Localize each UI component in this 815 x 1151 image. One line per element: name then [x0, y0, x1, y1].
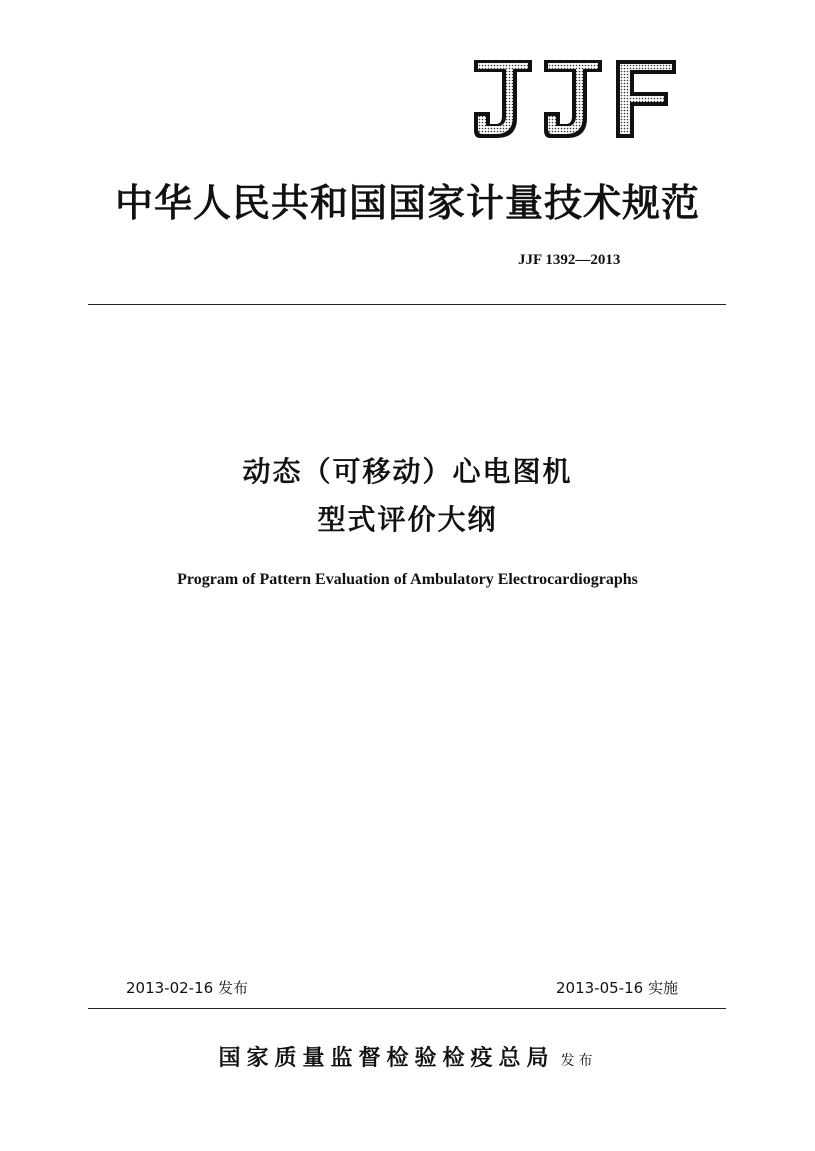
publisher-suffix: 发布 — [560, 1053, 597, 1069]
publisher-org: 国家质量监督检验检疫总局 — [218, 1045, 555, 1071]
standard-number: JJF 1392—2013 — [518, 252, 621, 268]
implementation-date: 2013-05-16 实施 — [556, 979, 678, 997]
national-standard-title: 中华人民共和国国家计量技术规范 — [114, 180, 700, 225]
logo-letter-j2 — [544, 60, 602, 138]
publisher-line — [0, 1041, 815, 1072]
document-title-line2: 型式评价大纲 — [317, 503, 498, 536]
document-title-line1: 动态（可移动）心电图机 — [242, 455, 573, 488]
jjf-logo-icon — [472, 58, 678, 140]
logo-letter-j1 — [474, 60, 532, 138]
bottom-divider — [88, 1008, 726, 1009]
issue-date: 2013-02-16 发布 — [126, 979, 248, 997]
top-divider — [88, 304, 726, 305]
logo-letter-f — [616, 60, 676, 138]
english-title: Program of Pattern Evaluation of Ambulatory Electrocardiographs — [177, 571, 638, 588]
